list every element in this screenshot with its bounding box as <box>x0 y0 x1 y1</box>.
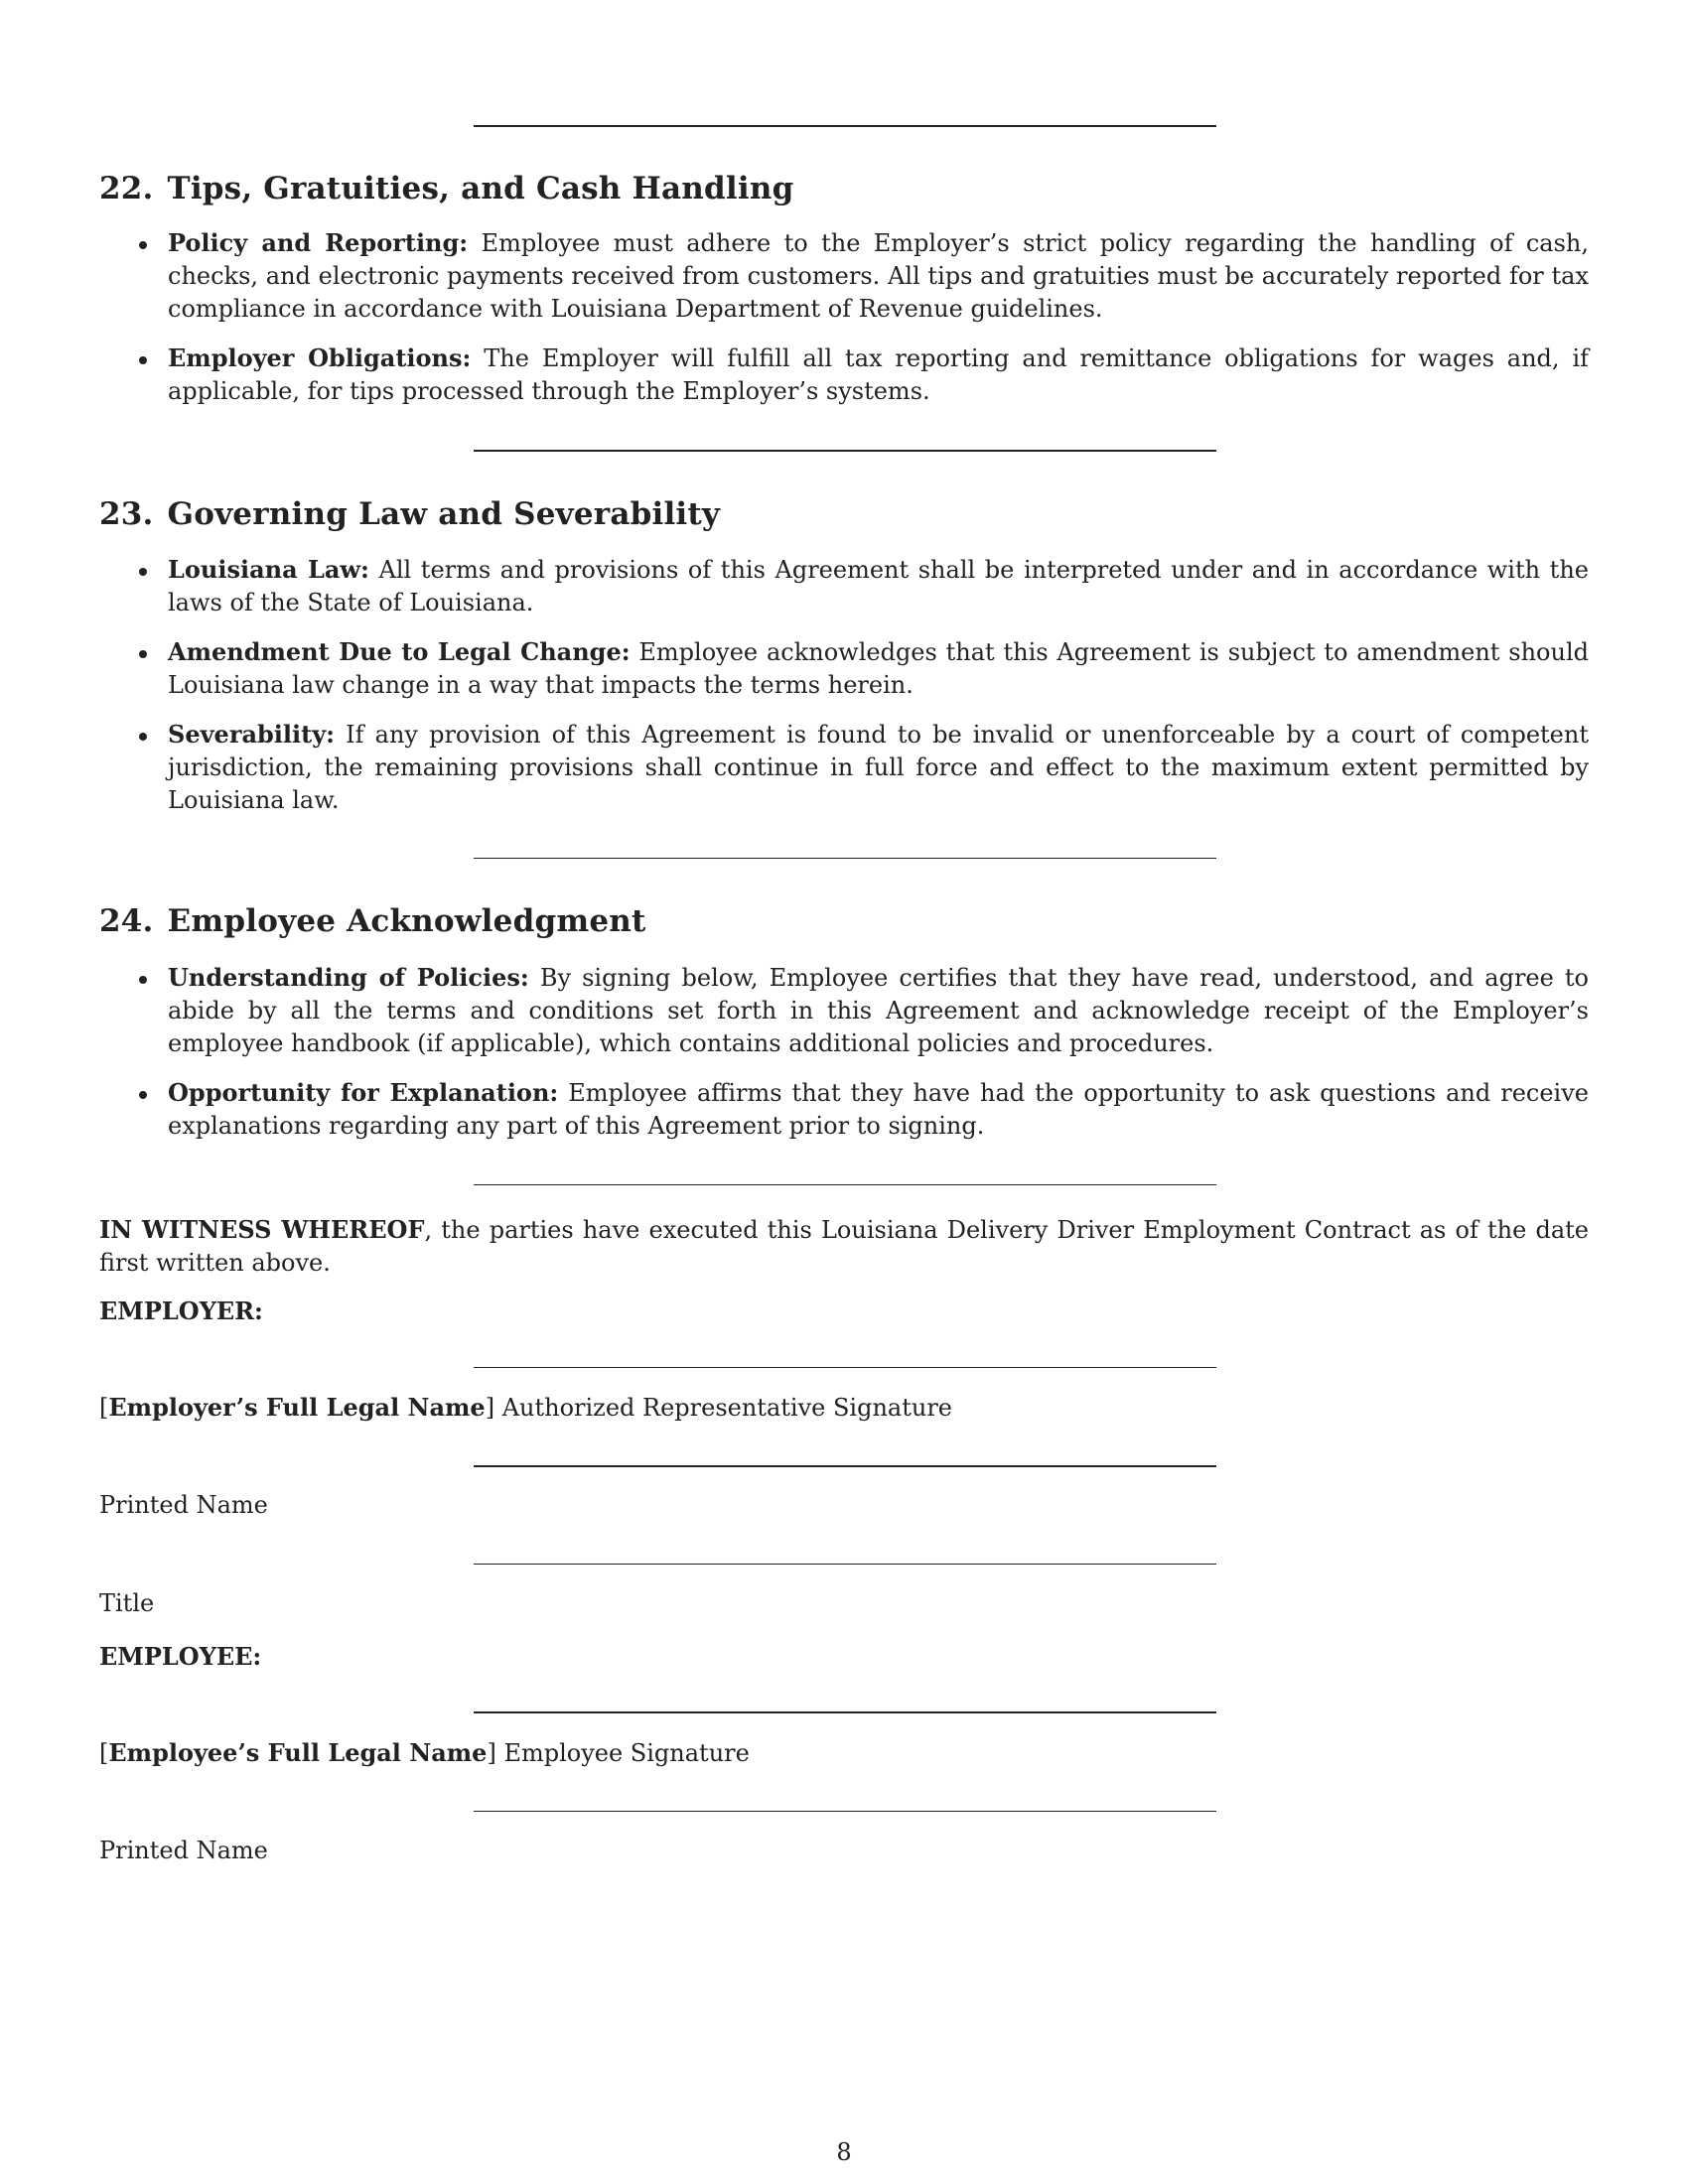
section-heading-24 <box>99 903 646 939</box>
bullet-icon <box>139 356 147 364</box>
employer-heading: EMPLOYER: <box>99 1297 263 1325</box>
bullet-icon <box>139 1091 147 1099</box>
list-item <box>99 226 1589 326</box>
item-label: Policy and Reporting: <box>168 228 469 257</box>
employee-signature-caption: [Employee’s Full Legal Name] Employee Signature <box>99 1738 750 1767</box>
employee-signature-label: Employee Signature <box>503 1739 750 1767</box>
list-item <box>99 718 1589 817</box>
employer-title-label: Title <box>99 1589 155 1617</box>
item-label: Amendment Due to Legal Change: <box>168 637 631 666</box>
employee-signature-line[interactable] <box>474 1711 1216 1713</box>
section-number: 24. <box>99 903 154 939</box>
list-item <box>99 635 1589 702</box>
employer-signature-label: Authorized Representative Signature <box>501 1394 952 1422</box>
item-text: The Employer will fulfill all tax reporting and remittance obligations for wages and, if applicable, for tips processed through the Employer’s systems. <box>168 344 1589 405</box>
section-24-list <box>99 961 1589 1159</box>
document-page <box>99 0 1589 2184</box>
section-divider <box>474 450 1216 452</box>
witness-text: , the parties have executed this Louisiana Delivery Driver Employment Contract as of the date first written above. <box>99 1216 1589 1277</box>
item-label: Severability: <box>168 720 336 749</box>
bullet-icon <box>139 650 147 658</box>
section-title: Employee Acknowledgment <box>167 903 646 939</box>
employee-printed-name-line[interactable] <box>474 1811 1216 1812</box>
item-label: Understanding of Policies: <box>168 963 529 992</box>
section-divider <box>474 858 1216 859</box>
witness-paragraph <box>99 1213 1589 1280</box>
item-text: By signing below, Employee certifies that they have read, understood, and agree to abide by all the terms and conditions set forth in this Agreement and acknowledge receipt of the Employer’s employee handbook (if applicable), which contains additional policies and procedures. <box>168 964 1589 1057</box>
section-title: Governing Law and Severability <box>167 496 721 532</box>
item-label: Opportunity for Explanation: <box>168 1078 559 1107</box>
item-label: Louisiana Law: <box>168 555 369 584</box>
employee-printed-name-label: Printed Name <box>99 1837 268 1864</box>
employer-signature-caption: [Employer’s Full Legal Name] Authorized Representative Signature <box>99 1393 952 1422</box>
item-text: If any provision of this Agreement is found to be invalid or unenforceable by a court of competent jurisdiction, the remaining provisions shall continue in full force and effect to the maximum extent permitted by Louisiana law. <box>168 721 1589 814</box>
item-text: All terms and provisions of this Agreement shall be interpreted under and in accordance with the laws of the State of Louisiana. <box>168 556 1589 616</box>
page-number: 8 <box>836 2138 852 2166</box>
item-text: Employee must adhere to the Employer’s strict policy regarding the handling of cash, checks, and electronic payments received from customers. All tips and gratuities must be accurately reported for tax compliance in accordance with Louisiana Department of Revenue guidelines. <box>168 229 1589 323</box>
section-heading-22 <box>99 171 793 206</box>
section-title: Tips, Gratuities, and Cash Handling <box>167 171 794 206</box>
section-heading-23 <box>99 496 720 532</box>
list-item <box>99 553 1589 619</box>
employee-heading: EMPLOYEE: <box>99 1642 262 1671</box>
witness-lead: IN WITNESS WHEREOF <box>99 1215 425 1244</box>
bullet-icon <box>139 568 147 576</box>
employer-title-line[interactable] <box>474 1564 1216 1565</box>
item-text: Employee acknowledges that this Agreement is subject to amendment should Louisiana law change in a way that impacts the terms herein. <box>168 638 1589 699</box>
list-item <box>99 961 1589 1060</box>
list-item <box>99 341 1589 408</box>
section-divider <box>474 1184 1216 1185</box>
employer-printed-name-line[interactable] <box>474 1465 1216 1467</box>
employer-name-placeholder: Employer’s Full Legal Name <box>108 1393 486 1422</box>
section-22-list <box>99 226 1589 424</box>
section-number: 22. <box>99 171 154 206</box>
section-23-list <box>99 553 1589 833</box>
list-item <box>99 1076 1589 1143</box>
bullet-icon <box>139 976 147 984</box>
item-text: Employee affirms that they have had the opportunity to ask questions and receive explanations regarding any part of this Agreement prior to signing. <box>168 1079 1589 1140</box>
bullet-icon <box>139 241 147 249</box>
section-number: 23. <box>99 496 154 532</box>
employee-name-placeholder: Employee’s Full Legal Name <box>108 1738 488 1767</box>
item-label: Employer Obligations: <box>168 343 472 372</box>
bullet-icon <box>139 733 147 741</box>
employer-signature-line[interactable] <box>474 1367 1216 1368</box>
employer-printed-name-label: Printed Name <box>99 1491 268 1519</box>
section-divider <box>474 125 1216 127</box>
